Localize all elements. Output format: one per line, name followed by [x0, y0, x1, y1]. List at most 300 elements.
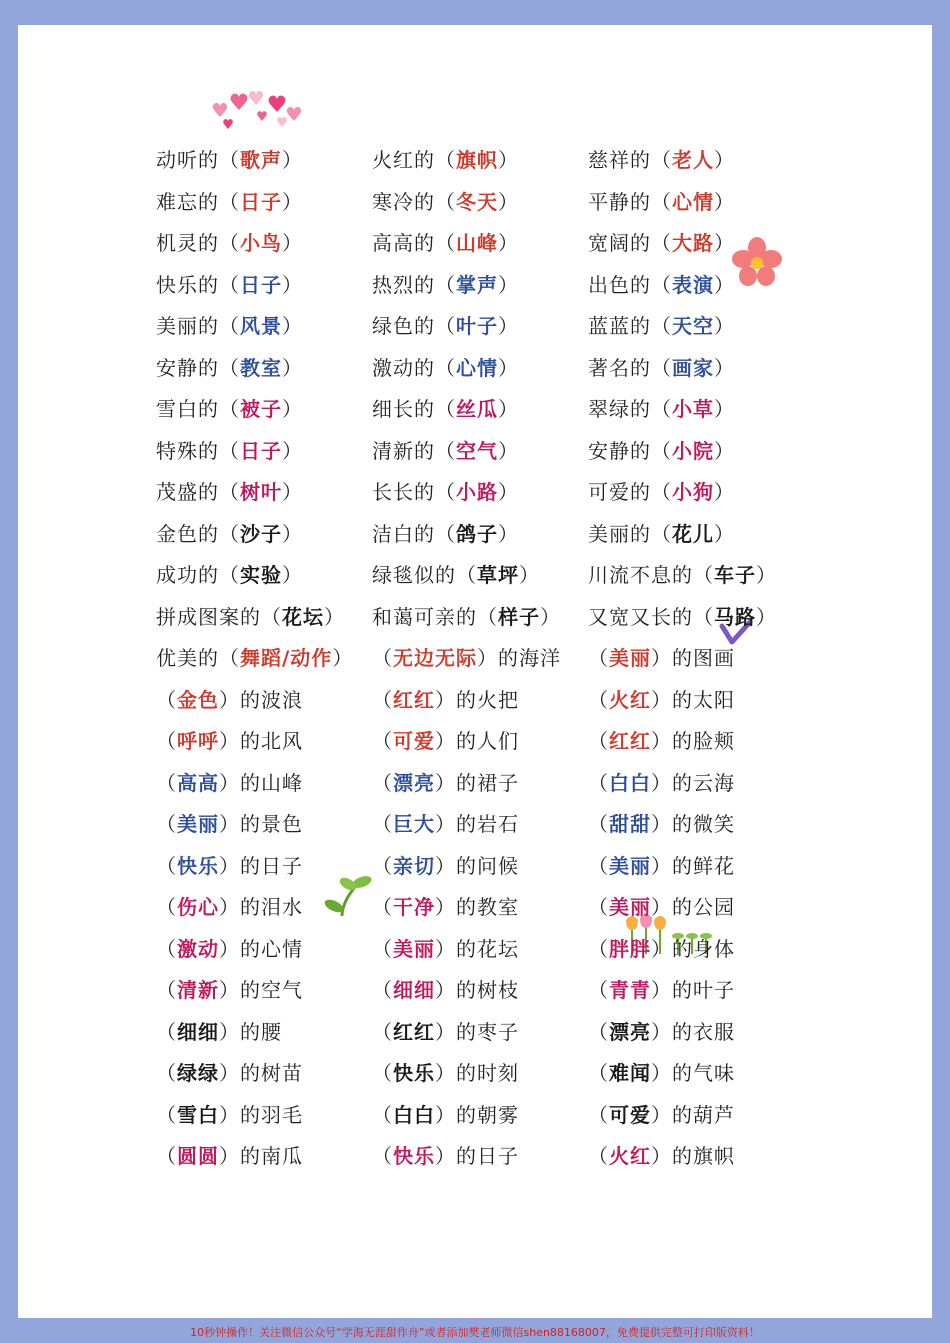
phrase-suffix: ） [714, 231, 735, 255]
phrase-answer: 草坪 [477, 563, 519, 587]
phrase-suffix: ）的微笑 [651, 812, 735, 836]
phrase-answer: 小路 [456, 480, 498, 504]
phrase-suffix: ）的日子 [435, 1144, 519, 1168]
phrase-prefix: （ [588, 936, 609, 961]
phrase-answer: 快乐 [177, 853, 219, 878]
phrase-prefix: （ [588, 1144, 609, 1168]
phrase-prefix: 机灵的（ [156, 231, 240, 255]
phrase-suffix: ）的衣服 [651, 1019, 735, 1044]
phrase-suffix: ） [282, 272, 303, 297]
phrase-prefix: （ [372, 812, 393, 836]
hearts-icon [204, 88, 314, 138]
phrase-prefix: （ [372, 646, 393, 670]
phrase-cell [372, 348, 588, 390]
phrase-prefix: 雪白的（ [156, 397, 240, 421]
phrase-prefix: （ [588, 646, 609, 670]
phrase-suffix: ） [498, 272, 519, 297]
phrase-cell [372, 721, 588, 763]
phrase-cell [372, 555, 588, 597]
phrase-prefix: 绿色的（ [372, 314, 456, 338]
phrase-cell [588, 1136, 804, 1178]
phrase-cell [372, 1053, 588, 1095]
phrase-prefix: 高高的（ [372, 231, 456, 255]
phrase-prefix: （ [372, 895, 393, 919]
phrase-answer: 掌声 [456, 272, 498, 297]
phrase-prefix: （ [156, 729, 177, 753]
phrase-suffix: ）的心情 [219, 936, 303, 961]
phrase-prefix: 翠绿的（ [588, 397, 672, 421]
phrase-answer: 可爱 [393, 729, 435, 753]
phrase-prefix: （ [372, 936, 393, 961]
phrase-answer: 表演 [672, 272, 714, 297]
phrase-prefix: （ [156, 1102, 177, 1127]
phrase-answer: 叶子 [456, 314, 498, 338]
phrase-prefix: （ [588, 1061, 609, 1085]
phrase-prefix: 慈祥的（ [588, 148, 672, 172]
phrase-prefix: 蓝蓝的（ [588, 314, 672, 338]
phrase-cell [156, 846, 372, 888]
phrase-answer: 雪白 [177, 1102, 219, 1127]
phrase-answer: 小草 [672, 397, 714, 421]
phrase-suffix: ） [498, 189, 519, 214]
phrase-cell [372, 306, 588, 348]
phrase-suffix: ）的羽毛 [219, 1102, 303, 1127]
phrase-suffix: ）的葫芦 [651, 1102, 735, 1127]
phrase-cell [588, 929, 804, 971]
phrase-prefix: 和蔼可亲的（ [372, 604, 498, 629]
phrase-cell [372, 1012, 588, 1054]
phrase-suffix: ） [714, 480, 735, 504]
phrase-prefix: （ [156, 687, 177, 712]
phrase-suffix: ） [498, 521, 519, 546]
phrase-prefix: 热烈的（ [372, 272, 456, 297]
phrase-cell [156, 597, 372, 639]
phrase-prefix: （ [588, 895, 609, 919]
phrase-answer: 激动 [177, 936, 219, 961]
phrase-suffix: ） [282, 563, 303, 587]
phrase-answer: 金色 [177, 687, 219, 712]
phrase-cell [156, 265, 372, 307]
phrase-cell [588, 223, 804, 265]
phrase-suffix: ） [714, 355, 735, 380]
phrase-cell [156, 680, 372, 722]
phrase-suffix: ） [498, 480, 519, 504]
phrase-cell [156, 804, 372, 846]
phrase-cell [372, 597, 588, 639]
phrase-suffix: ） [282, 355, 303, 380]
phrase-cell [156, 223, 372, 265]
phrase-prefix: （ [588, 853, 609, 878]
phrase-suffix: ） [519, 563, 540, 587]
phrase-suffix: ） [498, 438, 519, 463]
phrase-suffix: ）的公园 [651, 895, 735, 919]
phrase-prefix: （ [588, 1102, 609, 1127]
phrase-cell [588, 431, 804, 473]
phrase-cell [372, 763, 588, 805]
phrase-cell [372, 638, 588, 680]
phrase-suffix: ）的岩石 [435, 812, 519, 836]
phrase-suffix: ）的旗帜 [651, 1144, 735, 1168]
phrase-cell [156, 1053, 372, 1095]
phrase-answer: 红红 [609, 729, 651, 753]
phrase-cell [588, 1095, 804, 1137]
phrase-answer: 快乐 [393, 1144, 435, 1168]
phrase-answer: 教室 [240, 355, 282, 380]
phrase-prefix: 火红的（ [372, 148, 456, 172]
phrase-answer: 亲切 [393, 853, 435, 878]
phrase-cell [156, 763, 372, 805]
phrase-prefix: （ [588, 770, 609, 795]
phrase-suffix: ）的气味 [651, 1061, 735, 1085]
phrase-prefix: （ [156, 812, 177, 836]
phrase-prefix: 成功的（ [156, 563, 240, 587]
phrase-suffix: ） [756, 604, 777, 629]
phrase-suffix: ） [498, 355, 519, 380]
phrase-answer: 美丽 [393, 936, 435, 961]
phrase-prefix: （ [588, 978, 609, 1002]
phrase-answer: 老人 [672, 148, 714, 172]
phrase-cell [372, 223, 588, 265]
phrase-suffix: ）的空气 [219, 978, 303, 1002]
phrase-answer: 歌声 [240, 148, 282, 172]
phrase-prefix: 安静的（ [156, 355, 240, 380]
phrase-suffix: ）的枣子 [435, 1019, 519, 1044]
phrase-prefix: 优美的（ [156, 646, 240, 670]
phrase-cell [156, 887, 372, 929]
phrase-answer: 美丽 [609, 853, 651, 878]
phrase-answer: 呼呼 [177, 729, 219, 753]
phrase-suffix: ）的脸颊 [651, 729, 735, 753]
phrase-cell [372, 804, 588, 846]
phrase-prefix: （ [156, 770, 177, 795]
phrase-prefix: 金色的（ [156, 521, 240, 546]
phrase-prefix: 宽阔的（ [588, 231, 672, 255]
phrase-suffix: ） [756, 563, 777, 587]
phrase-prefix: （ [372, 978, 393, 1002]
phrase-answer: 无边无际 [393, 646, 477, 670]
phrase-cell [372, 389, 588, 431]
phrase-answer: 火红 [609, 687, 651, 712]
phrase-answer: 细细 [393, 978, 435, 1002]
phrase-prefix: （ [372, 1144, 393, 1168]
phrase-answer: 红红 [393, 1019, 435, 1044]
phrase-cell [588, 182, 804, 224]
phrase-cell [588, 1012, 804, 1054]
phrase-answer: 丝瓜 [456, 397, 498, 421]
phrase-answer: 高高 [177, 770, 219, 795]
phrase-answer: 沙子 [240, 521, 282, 546]
phrase-prefix: （ [588, 687, 609, 712]
phrase-suffix: ）的问候 [435, 853, 519, 878]
phrase-suffix: ） [714, 397, 735, 421]
phrase-prefix: 出色的（ [588, 272, 672, 297]
phrase-cell [372, 431, 588, 473]
phrase-cell [588, 763, 804, 805]
phrase-cell [588, 887, 804, 929]
phrase-prefix: 清新的（ [372, 438, 456, 463]
phrase-answer: 心情 [456, 355, 498, 380]
phrase-suffix: ） [714, 189, 735, 214]
phrase-cell [372, 182, 588, 224]
phrase-prefix: 激动的（ [372, 355, 456, 380]
phrase-answer: 舞蹈/动作 [240, 646, 333, 670]
phrase-prefix: （ [156, 895, 177, 919]
phrase-prefix: （ [372, 853, 393, 878]
phrase-cell [588, 514, 804, 556]
phrase-cell [156, 1012, 372, 1054]
phrase-suffix: ） [498, 397, 519, 421]
phrase-suffix: ）的山峰 [219, 770, 303, 795]
phrase-cell [588, 265, 804, 307]
phrase-answer: 天空 [672, 314, 714, 338]
phrase-suffix: ） [332, 646, 354, 670]
phrase-suffix: ）的南瓜 [219, 1144, 303, 1168]
phrase-cell [372, 929, 588, 971]
phrase-suffix: ） [282, 148, 303, 172]
phrase-cell [372, 140, 588, 182]
phrase-prefix: （ [156, 1019, 177, 1044]
phrase-answer: 小狗 [672, 480, 714, 504]
phrase-answer: 日子 [240, 189, 282, 214]
phrase-suffix: ）的日子 [219, 853, 303, 878]
phrase-answer: 甜甜 [609, 812, 651, 836]
phrase-cell [588, 680, 804, 722]
phrase-cell [156, 970, 372, 1012]
phrase-prefix: （ [588, 812, 609, 836]
phrase-cell [372, 887, 588, 929]
phrase-answer: 鸽子 [456, 521, 498, 546]
phrase-prefix: 川流不息的（ [588, 563, 714, 587]
phrase-prefix: 特殊的（ [156, 438, 240, 463]
phrase-prefix: 快乐的（ [156, 272, 240, 297]
phrase-suffix: ） [282, 231, 303, 255]
phrase-suffix: ） [714, 314, 735, 338]
phrase-prefix: 长长的（ [372, 480, 456, 504]
phrase-suffix: ） [714, 438, 735, 463]
phrase-answer: 难闻 [609, 1061, 651, 1085]
phrase-suffix: ） [324, 604, 345, 629]
phrase-prefix: （ [372, 729, 393, 753]
phrase-cell [372, 1095, 588, 1137]
phrase-suffix: ）的时刻 [435, 1061, 519, 1085]
phrase-answer: 白白 [393, 1102, 435, 1127]
phrase-cell [156, 638, 372, 680]
phrase-cell [156, 1136, 372, 1178]
phrase-prefix: 可爱的（ [588, 480, 672, 504]
phrase-prefix: 安静的（ [588, 438, 672, 463]
phrase-prefix: （ [156, 1061, 177, 1085]
phrase-cell [156, 348, 372, 390]
phrase-cell [156, 389, 372, 431]
phrase-cell [588, 970, 804, 1012]
phrase-cell [588, 1053, 804, 1095]
phrase-answer: 美丽 [609, 895, 651, 919]
phrase-suffix: ） [540, 604, 561, 629]
phrase-answer: 清新 [177, 978, 219, 1002]
phrase-answer: 日子 [240, 438, 282, 463]
phrase-prefix: 寒冷的（ [372, 189, 456, 214]
phrase-answer: 圆圆 [177, 1144, 219, 1168]
phrase-answer: 小鸟 [240, 231, 282, 255]
phrase-suffix: ） [498, 314, 519, 338]
phrase-answer: 画家 [672, 355, 714, 380]
phrase-prefix: 动听的（ [156, 148, 240, 172]
phrase-prefix: 细长的（ [372, 397, 456, 421]
footer-notice: 10秒钟操作！关注微信公众号“学海无涯甜作舟”或者添加樊老师微信shen88168007，免费提供完整可打印版资料！ [190, 1326, 760, 1339]
phrase-prefix: 难忘的（ [156, 189, 240, 214]
phrase-suffix: ）的泪水 [219, 895, 303, 919]
phrase-suffix: ） [282, 314, 303, 338]
phrase-prefix: 美丽的（ [156, 314, 240, 338]
phrase-cell [372, 514, 588, 556]
phrase-answer: 旗帜 [456, 148, 498, 172]
phrase-suffix: ）的朝雾 [435, 1102, 519, 1127]
phrase-cell [156, 182, 372, 224]
phrase-prefix: （ [156, 853, 177, 878]
phrase-cell [588, 638, 804, 680]
phrase-suffix: ）的树枝 [435, 978, 519, 1002]
phrase-cell [156, 555, 372, 597]
phrase-answer: 树叶 [240, 480, 282, 504]
phrase-suffix: ）的身体 [651, 936, 735, 961]
phrase-cell [372, 472, 588, 514]
phrase-prefix: （ [372, 1061, 393, 1085]
phrase-suffix: ） [714, 272, 735, 297]
phrase-suffix: ）的景色 [219, 812, 303, 836]
phrase-answer: 美丽 [177, 812, 219, 836]
phrase-cell [588, 389, 804, 431]
phrase-answer: 干净 [393, 895, 435, 919]
phrase-suffix: ） [282, 480, 303, 504]
phrase-answer: 快乐 [393, 1061, 435, 1085]
phrase-answer: 日子 [240, 272, 282, 297]
phrase-answer: 山峰 [456, 231, 498, 255]
phrase-answer: 花坛 [282, 604, 324, 629]
phrase-cell [156, 929, 372, 971]
phrase-answer: 漂亮 [609, 1019, 651, 1044]
phrase-prefix: （ [372, 770, 393, 795]
phrase-answer: 绿绿 [177, 1061, 219, 1085]
phrase-cell [156, 431, 372, 473]
phrase-cell [156, 306, 372, 348]
phrase-suffix: ） [282, 521, 303, 546]
phrase-prefix: （ [156, 978, 177, 1002]
phrase-prefix: 平静的（ [588, 189, 672, 214]
phrase-suffix: ）的裙子 [435, 770, 519, 795]
phrase-cell [156, 721, 372, 763]
phrase-prefix: 又宽又长的（ [588, 604, 714, 629]
phrase-suffix: ） [282, 438, 303, 463]
phrase-prefix: 著名的（ [588, 355, 672, 380]
phrase-prefix: 茂盛的（ [156, 480, 240, 504]
phrase-cell [588, 140, 804, 182]
phrase-cell [372, 265, 588, 307]
phrase-suffix: ）的海洋 [477, 646, 561, 670]
phrase-prefix: （ [156, 1144, 177, 1168]
phrase-cell [588, 348, 804, 390]
phrase-prefix: 绿毯似的（ [372, 563, 477, 587]
phrase-answer: 空气 [456, 438, 498, 463]
phrase-suffix: ）的火把 [435, 687, 519, 712]
phrase-answer: 被子 [240, 397, 282, 421]
phrase-answer: 实验 [240, 563, 282, 587]
phrase-suffix: ） [282, 189, 303, 214]
phrase-suffix: ）的教室 [435, 895, 519, 919]
phrase-suffix: ）的北风 [219, 729, 303, 753]
phrase-answer: 样子 [498, 604, 540, 629]
phrase-prefix: （ [372, 687, 393, 712]
phrase-cell [372, 1136, 588, 1178]
phrase-answer: 小院 [672, 438, 714, 463]
phrase-suffix: ） [714, 148, 735, 172]
phrase-cell [156, 140, 372, 182]
phrase-prefix: 美丽的（ [588, 521, 672, 546]
phrase-answer: 马路 [714, 604, 756, 629]
phrase-suffix: ） [498, 231, 519, 255]
phrase-prefix: （ [156, 936, 177, 961]
phrase-cell [156, 1095, 372, 1137]
phrase-suffix: ） [282, 397, 303, 421]
phrase-suffix: ）的人们 [435, 729, 519, 753]
phrase-cell [588, 597, 804, 639]
phrase-suffix: ）的图画 [651, 646, 735, 670]
phrase-cell [588, 804, 804, 846]
phrase-cell [156, 472, 372, 514]
phrase-prefix: （ [588, 729, 609, 753]
phrase-suffix: ）的叶子 [651, 978, 735, 1002]
phrase-answer: 车子 [714, 563, 756, 587]
phrase-cell [588, 555, 804, 597]
phrase-suffix: ）的树苗 [219, 1061, 303, 1085]
phrase-suffix: ） [714, 521, 735, 546]
phrase-suffix: ）的云海 [651, 770, 735, 795]
phrase-cell [588, 306, 804, 348]
phrase-cell [372, 970, 588, 1012]
phrase-answer: 冬天 [456, 189, 498, 214]
phrase-prefix: （ [372, 1019, 393, 1044]
phrase-answer: 花儿 [672, 521, 714, 546]
phrase-suffix: ）的鲜花 [651, 853, 735, 878]
phrase-cell [588, 721, 804, 763]
phrase-answer: 火红 [609, 1144, 651, 1168]
phrase-suffix: ）的波浪 [219, 687, 303, 712]
phrase-answer: 大路 [672, 231, 714, 255]
phrase-suffix: ）的太阳 [651, 687, 735, 712]
phrase-cell [372, 680, 588, 722]
phrase-answer: 巨大 [393, 812, 435, 836]
phrase-cell [372, 846, 588, 888]
phrase-suffix: ）的花坛 [435, 936, 519, 961]
phrase-prefix: 洁白的（ [372, 521, 456, 546]
phrase-answer: 胖胖 [609, 936, 651, 961]
phrase-prefix: （ [372, 1102, 393, 1127]
phrase-answer: 可爱 [609, 1102, 651, 1127]
phrase-answer: 伤心 [177, 895, 219, 919]
phrase-answer: 美丽 [609, 646, 651, 670]
word-grid [156, 140, 804, 1178]
phrase-cell [588, 472, 804, 514]
phrase-suffix: ）的腰 [219, 1019, 282, 1044]
phrase-answer: 青青 [609, 978, 651, 1002]
phrase-answer: 心情 [672, 189, 714, 214]
phrase-prefix: （ [588, 1019, 609, 1044]
phrase-cell [156, 514, 372, 556]
phrase-answer: 白白 [609, 770, 651, 795]
phrase-suffix: ） [498, 148, 519, 172]
phrase-answer: 红红 [393, 687, 435, 712]
phrase-answer: 细细 [177, 1019, 219, 1044]
phrase-cell [588, 846, 804, 888]
